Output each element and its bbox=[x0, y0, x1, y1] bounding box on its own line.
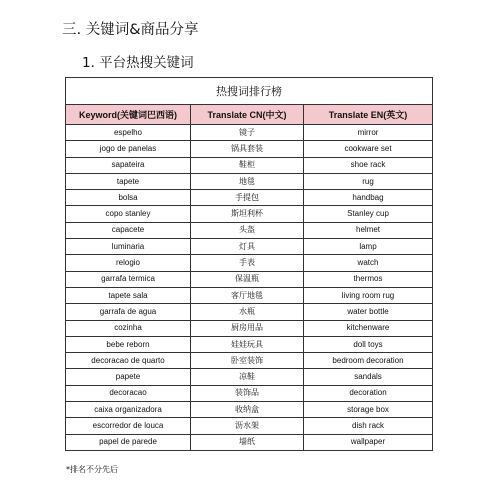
translate-cn-cell: 头盔 bbox=[191, 222, 304, 238]
keyword-cell: copo stanley bbox=[66, 206, 191, 222]
table-row bbox=[66, 385, 433, 401]
translate-cn-cell: 收纳盒 bbox=[191, 402, 304, 418]
column-header-translate-en: Translate EN(英文) bbox=[304, 105, 433, 125]
keyword-cell: sapateira bbox=[66, 157, 191, 173]
table-row bbox=[66, 206, 433, 222]
translate-cn-cell: 手表 bbox=[191, 255, 304, 271]
column-header-translate-cn: Translate CN(中文) bbox=[191, 105, 304, 125]
translate-en-cell: doll toys bbox=[304, 336, 433, 352]
keyword-cell: garrafa termica bbox=[66, 271, 191, 287]
table-row bbox=[66, 369, 433, 385]
translate-en-cell: lamp bbox=[304, 239, 433, 255]
sub-heading: 1. 平台热搜关键词 bbox=[82, 55, 194, 71]
translate-cn-cell: 地毯 bbox=[191, 173, 304, 189]
translate-cn-cell: 鞋柜 bbox=[191, 157, 304, 173]
table-header-row bbox=[66, 105, 433, 125]
translate-en-cell: kitchenware bbox=[304, 320, 433, 336]
translate-cn-cell: 卧室装饰 bbox=[191, 353, 304, 369]
translate-en-cell: Stanley cup bbox=[304, 206, 433, 222]
translate-cn-cell: 客厅地毯 bbox=[191, 287, 304, 303]
translate-cn-cell: 锅具套装 bbox=[191, 141, 304, 157]
table-row bbox=[66, 255, 433, 271]
keyword-cell: espelho bbox=[66, 125, 191, 141]
hot-search-table bbox=[65, 77, 433, 451]
keyword-cell: luminaria bbox=[66, 239, 191, 255]
keyword-cell: papel de parede bbox=[66, 434, 191, 450]
table-row bbox=[66, 239, 433, 255]
translate-en-cell: rug bbox=[304, 173, 433, 189]
translate-en-cell: helmet bbox=[304, 222, 433, 238]
translate-cn-cell: 水瓶 bbox=[191, 304, 304, 320]
table-row bbox=[66, 304, 433, 320]
translate-en-cell: shoe rack bbox=[304, 157, 433, 173]
translate-en-cell: storage box bbox=[304, 402, 433, 418]
table-row bbox=[66, 141, 433, 157]
table-row bbox=[66, 125, 433, 141]
translate-en-cell: mirror bbox=[304, 125, 433, 141]
keyword-cell: capacete bbox=[66, 222, 191, 238]
section-heading: 三. 关键词&商品分享 bbox=[62, 22, 199, 38]
footnote: *排名不分先后 bbox=[66, 465, 118, 474]
translate-cn-cell: 镜子 bbox=[191, 125, 304, 141]
keyword-cell: escorredor de louca bbox=[66, 418, 191, 434]
translate-en-cell: dish rack bbox=[304, 418, 433, 434]
translate-en-cell: sandals bbox=[304, 369, 433, 385]
keyword-cell: decoracao de quarto bbox=[66, 353, 191, 369]
column-header-keyword: Keyword(关键词巴西语) bbox=[66, 105, 191, 125]
table-row bbox=[66, 434, 433, 450]
translate-cn-cell: 手提包 bbox=[191, 190, 304, 206]
translate-en-cell: decoration bbox=[304, 385, 433, 401]
table-row bbox=[66, 157, 433, 173]
keyword-cell: caixa organizadora bbox=[66, 402, 191, 418]
translate-cn-cell: 娃娃玩具 bbox=[191, 336, 304, 352]
keyword-cell: decoracao bbox=[66, 385, 191, 401]
table-row bbox=[66, 190, 433, 206]
table-row bbox=[66, 418, 433, 434]
translate-cn-cell: 沥水架 bbox=[191, 418, 304, 434]
table-row bbox=[66, 336, 433, 352]
translate-en-cell: cookware set bbox=[304, 141, 433, 157]
table-row bbox=[66, 287, 433, 303]
table-row bbox=[66, 173, 433, 189]
keyword-cell: cozinha bbox=[66, 320, 191, 336]
hot-search-table-container bbox=[65, 77, 432, 451]
keyword-cell: tapete sala bbox=[66, 287, 191, 303]
keyword-cell: jogo de panelas bbox=[66, 141, 191, 157]
translate-cn-cell: 墙纸 bbox=[191, 434, 304, 450]
translate-cn-cell: 装饰品 bbox=[191, 385, 304, 401]
keyword-cell: bolsa bbox=[66, 190, 191, 206]
translate-en-cell: water bottle bbox=[304, 304, 433, 320]
keyword-cell: tapete bbox=[66, 173, 191, 189]
keyword-cell: papete bbox=[66, 369, 191, 385]
keyword-cell: bebe reborn bbox=[66, 336, 191, 352]
table-title-row bbox=[66, 78, 433, 105]
table-row bbox=[66, 222, 433, 238]
translate-cn-cell: 保温瓶 bbox=[191, 271, 304, 287]
translate-cn-cell: 凉鞋 bbox=[191, 369, 304, 385]
table-row bbox=[66, 402, 433, 418]
table-row bbox=[66, 353, 433, 369]
table-body bbox=[66, 125, 433, 451]
translate-en-cell: wallpaper bbox=[304, 434, 433, 450]
translate-cn-cell: 厨房用品 bbox=[191, 320, 304, 336]
keyword-cell: relogio bbox=[66, 255, 191, 271]
translate-en-cell: watch bbox=[304, 255, 433, 271]
translate-en-cell: living room rug bbox=[304, 287, 433, 303]
translate-en-cell: handbag bbox=[304, 190, 433, 206]
table-row bbox=[66, 320, 433, 336]
translate-en-cell: thermos bbox=[304, 271, 433, 287]
translate-cn-cell: 斯坦利杯 bbox=[191, 206, 304, 222]
translate-en-cell: bedroom decoration bbox=[304, 353, 433, 369]
keyword-cell: garrafa de agua bbox=[66, 304, 191, 320]
table-title: 热搜词排行榜 bbox=[66, 78, 433, 105]
table-row bbox=[66, 271, 433, 287]
translate-cn-cell: 灯具 bbox=[191, 239, 304, 255]
